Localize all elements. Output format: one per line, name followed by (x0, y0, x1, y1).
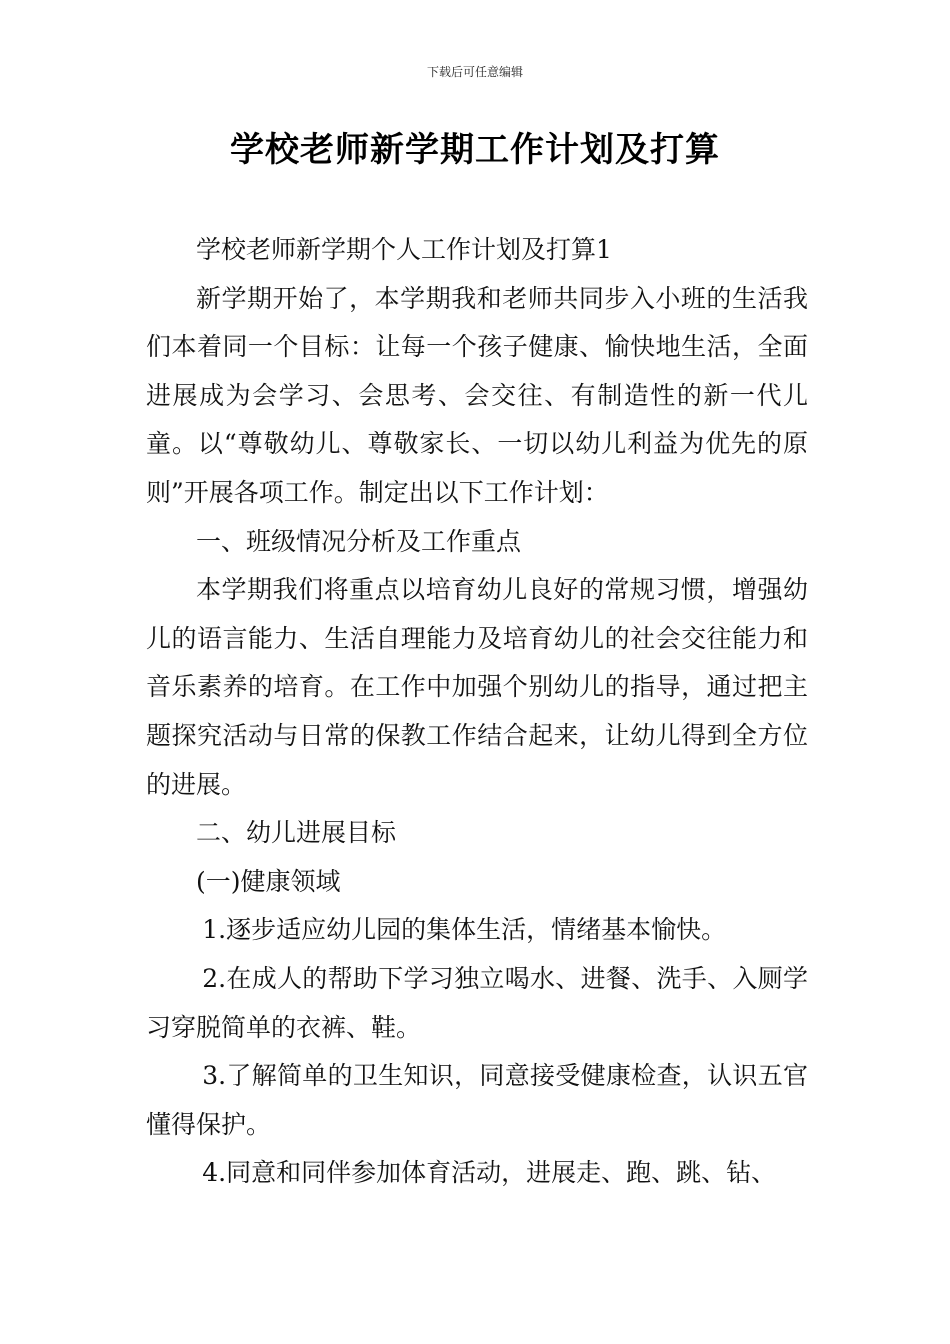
list-item: 4.同意和同伴参加体育活动，进展走、跑、跳、钻、 (202, 1158, 777, 1188)
header-note: 下载后可任意编辑 (426, 65, 523, 79)
intro-paragraph: 新学期开始了，本学期我和老师共同步入小班的生活我们本着同一个目标：让每一个孩子健康、愉快地生活，全面进展成为会学习、会思考、会交往、有制造性的新一代儿童。以“尊敬幼儿、尊敬家长、一切以幼儿利益为优先的原则”开展各项工作。制定出以下工作计划： (146, 283, 808, 507)
list-item: 1.逐步适应幼儿园的集体生活，情绪基本愉快。 (202, 915, 727, 945)
subheading-paragraph: 学校老师新学期个人工作计划及打算1 (196, 235, 612, 264)
section-heading-2: 二、幼儿进展目标 (196, 818, 397, 848)
document-body (146, 226, 808, 1198)
subsection-heading-health: (一)健康领域 (196, 866, 341, 896)
list-item: 3.了解简单的卫生知识，同意接受健康检查，认识五官懂得保护。 (146, 1061, 808, 1139)
document-title: 学校老师新学期工作计划及打算 (230, 130, 720, 170)
section-1-paragraph: 本学期我们将重点以培育幼儿良好的常规习惯，增强幼儿的语言能力、生活自理能力及培育幼儿的社会交往能力和音乐素养的培育。在工作中加强个别幼儿的指导，通过把主题探究活动与日常的保教工作结合起来，让幼儿得到全方位的进展。 (146, 575, 808, 799)
list-item: 2.在成人的帮助下学习独立喝水、进餐、洗手、入厕学习穿脱简单的衣裤、鞋。 (146, 963, 808, 1042)
section-heading-1: 一、班级情况分析及工作重点 (196, 526, 522, 556)
